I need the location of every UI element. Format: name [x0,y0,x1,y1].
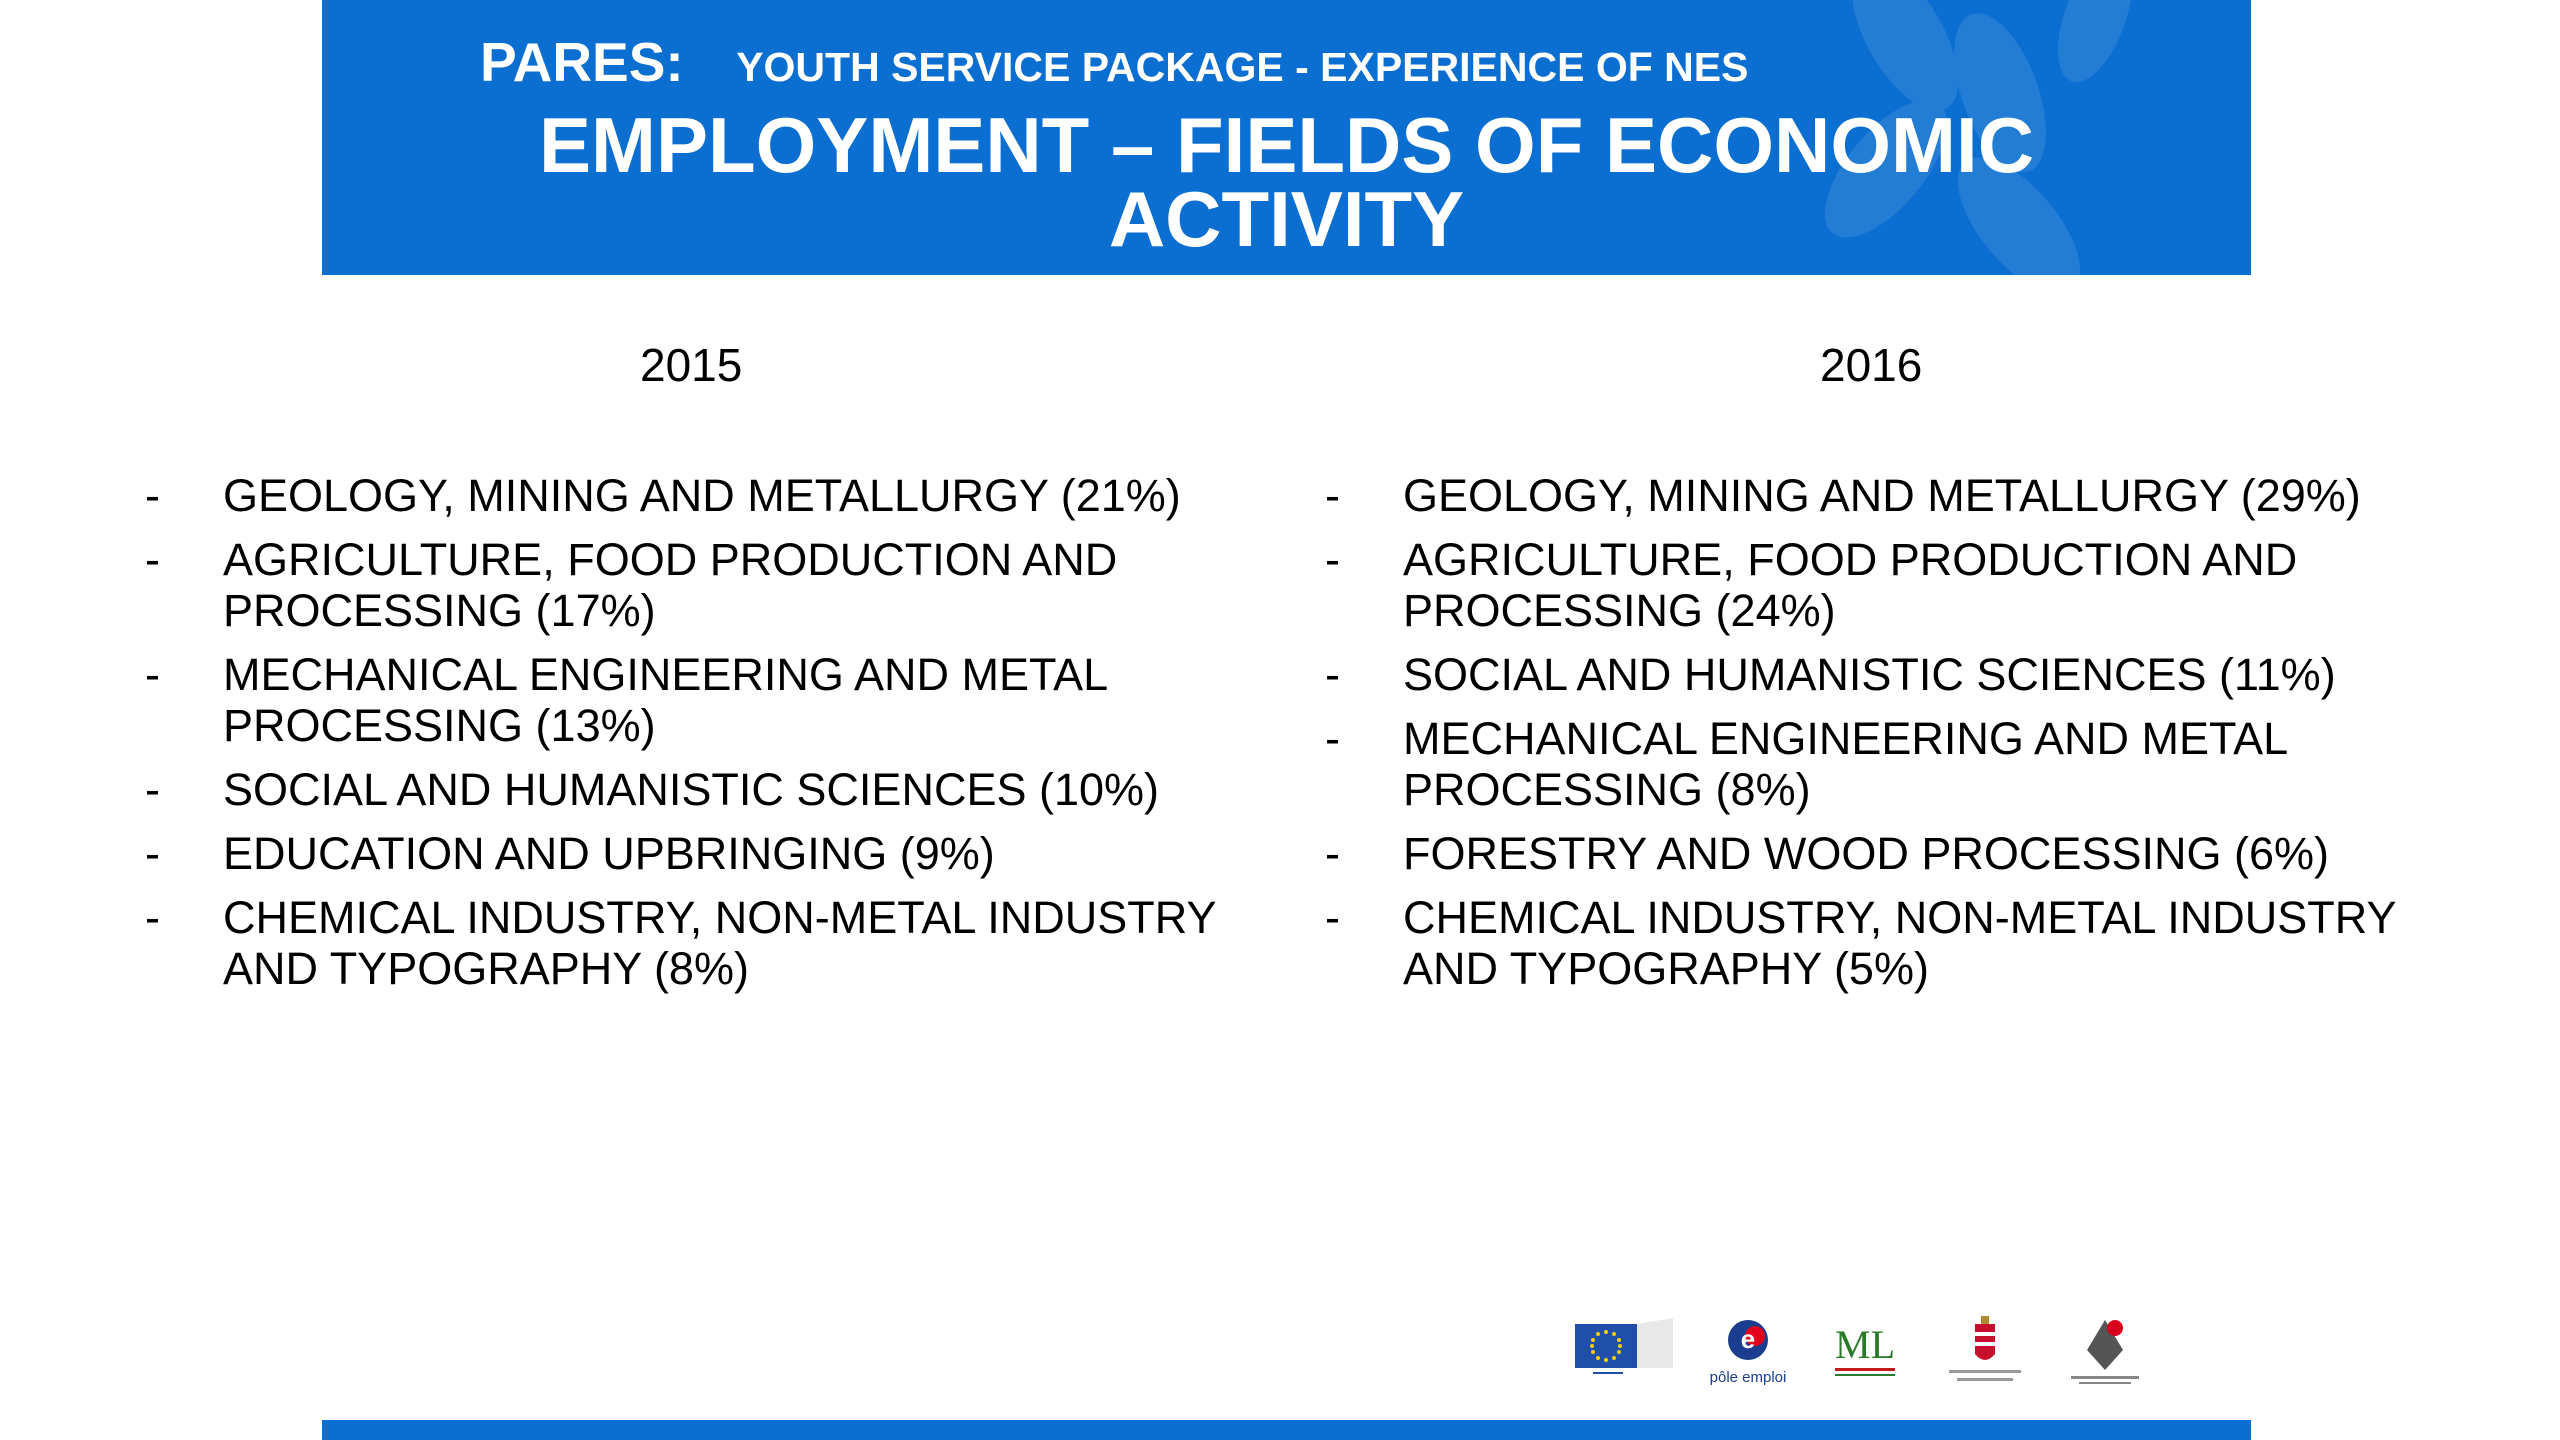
list-item [145,828,1235,879]
page-title-line1: EMPLOYMENT – FIELDS OF ECONOMIC [538,101,2035,189]
partner-logos [1575,1310,2155,1390]
list-item [1325,713,2445,815]
list-item-text: CHEMICAL INDUSTRY, NON-METAL INDUSTRY AND TYPOGRAPHY (5%) [1403,892,2396,994]
list-item-text: CHEMICAL INDUSTRY, NON-METAL INDUSTRY AND TYPOGRAPHY (8%) [223,892,1216,994]
list-item-text: GEOLOGY, MINING AND METALLURGY (21%) [223,470,1181,521]
footer-band [322,1420,2251,1440]
bullet-dash: - [145,470,160,521]
bullet-dash: - [145,764,160,815]
list-item [1325,828,2445,879]
pares-label: PARES: [480,31,684,93]
bullet-dash: - [145,649,160,700]
list-item-text: FORESTRY AND WOOD PROCESSING (6%) [1403,828,2329,879]
bullet-dash: - [1325,713,1340,764]
bullet-dash: - [145,892,160,943]
header-subtitle: YOUTH SERVICE PACKAGE - EXPERIENCE OF NES [736,44,1749,90]
list-item [145,892,1235,994]
ml-logo-text: ML [1835,1322,1895,1367]
bullet-dash: - [1325,828,1340,879]
list-item [145,534,1235,636]
page-title [322,101,2251,263]
list-item-text: GEOLOGY, MINING AND METALLURGY (29%) [1403,470,2361,521]
header-band [322,0,2251,275]
list-item-text: EDUCATION AND UPBRINGING (9%) [223,828,995,879]
list-item [145,470,1235,521]
list-2015 [145,470,1235,1007]
list-item [1325,649,2445,700]
list-item [145,649,1235,751]
bullet-dash: - [145,534,160,585]
bullet-dash: - [145,828,160,879]
list-item-text: MECHANICAL ENGINEERING AND METAL PROCESSING (8%) [1403,713,2287,815]
eu-flag-icon [1575,1318,1675,1378]
nfsz-logo [2057,1310,2153,1390]
page-title-line2: ACTIVITY [1108,175,1465,263]
hungarian-ministry-logo [1935,1314,2035,1390]
list-2016 [1325,470,2445,1007]
list-item-text: AGRICULTURE, FOOD PRODUCTION AND PROCESSING (24%) [1403,534,2298,636]
bullet-dash: - [1325,892,1340,943]
year-heading-2015: 2015 [640,339,743,391]
list-item [1325,534,2445,636]
list-item-text: AGRICULTURE, FOOD PRODUCTION AND PROCESSING (17%) [223,534,1118,636]
pole-emploi-e-text: e [1740,1324,1756,1354]
list-item-text: MECHANICAL ENGINEERING AND METAL PROCESSING (13%) [223,649,1107,751]
bullet-dash: - [1325,534,1340,585]
list-item [1325,470,2445,521]
ml-logo [1825,1316,1905,1386]
bullet-dash: - [1325,470,1340,521]
list-item [1325,892,2445,994]
pole-emploi-text: pôle emploi [1709,1369,1787,1386]
list-item-text: SOCIAL AND HUMANISTIC SCIENCES (10%) [223,764,1160,815]
pole-emploi-logo [1703,1310,1793,1390]
bullet-dash: - [1325,649,1340,700]
list-item-text: SOCIAL AND HUMANISTIC SCIENCES (11%) [1403,649,2336,700]
year-heading-2016: 2016 [1820,339,1923,391]
header-subtitle-line [480,30,1748,94]
list-item [145,764,1235,815]
